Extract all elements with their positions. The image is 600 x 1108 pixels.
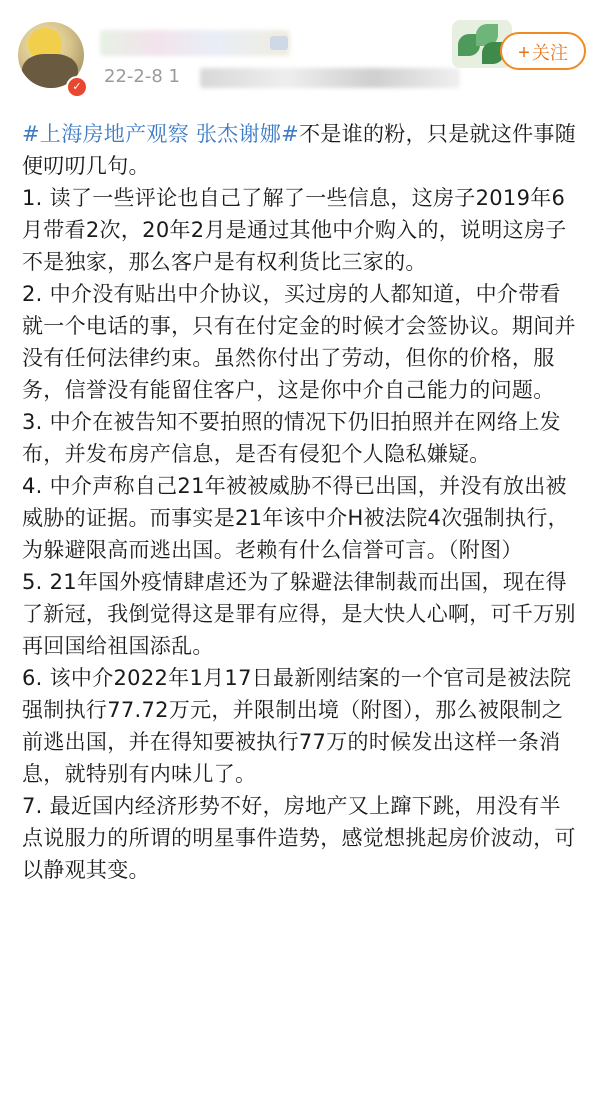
plus-icon: + bbox=[518, 42, 530, 64]
follow-button[interactable] bbox=[500, 32, 586, 70]
paragraph-2: 2. 中介没有贴出中介协议，买过房的人都知道，中介带看就一个电话的事，只有在付定金的时候才会签协议。期间并没有任何法律约束。虽然你付出了劳动，但你的价格，服务，信誉没有能留住客户，这是你中介自己能力的问题。 bbox=[22, 282, 576, 402]
paragraph-1: 1. 读了一些评论也自己了解了一些信息，这房子2019年6月带看2次，20年2月是通过其他中介购入的，说明这房子不是独家，那么客户是有权利货比三家的。 bbox=[22, 186, 567, 274]
paragraph-3: 3. 中介在被告知不要拍照的情况下仍旧拍照并在网络上发布，并发布房产信息，是否有侵犯个人隐私嫌疑。 bbox=[22, 410, 561, 466]
hashtag-link[interactable]: #上海房地产观察 bbox=[22, 122, 189, 146]
follow-label: 关注 bbox=[531, 43, 568, 63]
post-intro bbox=[22, 118, 582, 182]
post-header bbox=[0, 0, 600, 110]
paragraph-5: 5. 21年国外疫情肆虐还为了躲避法律制裁而出国，现在得了新冠，我倒觉得这是罪有应得，是大快人心啊，可千万别再回国给祖国添乱。 bbox=[22, 570, 576, 658]
hashtag-link[interactable]: 张杰谢娜# bbox=[195, 122, 300, 146]
post-body bbox=[22, 118, 582, 886]
intro-text: 不是谁的粉，只是就这件事随便叨叨几句。 bbox=[22, 122, 576, 178]
paragraph-4: 4. 中介声称自己21年被被威胁不得已出国，并没有放出被威胁的证据。而事实是21年该中介H被法院4次强制执行，为躲避限高而逃出国。老赖有什么信誉可言。（附图） bbox=[22, 474, 569, 562]
post-source-redacted bbox=[200, 68, 460, 88]
level-badge-icon bbox=[270, 36, 288, 50]
username-redacted[interactable] bbox=[100, 30, 290, 56]
paragraph-6: 6. 该中介2022年1月17日最新刚结案的一个官司是被法院强制执行77.72万元，并限制出境（附图），那么被限制之前逃出国，并在得知要被执行77万的时候发出这样一条消息，就特别有内味儿了。 bbox=[22, 666, 572, 786]
paragraph-7: 7. 最近国内经济形势不好，房地产又上蹿下跳，用没有半点说服力的所谓的明星事件造势，感觉想挑起房价波动，可以静观其变。 bbox=[22, 794, 576, 882]
verified-badge-icon: ✓ bbox=[66, 76, 88, 98]
post-date-time: 22-2-8 1 bbox=[104, 66, 180, 87]
